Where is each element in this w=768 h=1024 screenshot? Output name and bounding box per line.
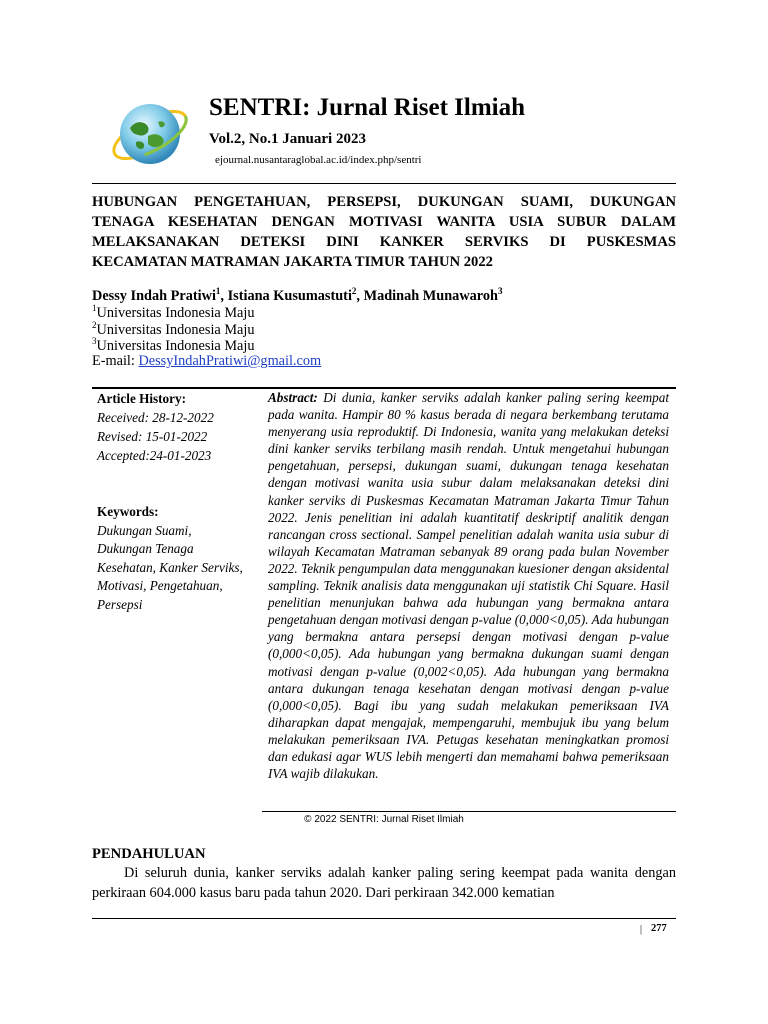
page-number: 277 xyxy=(651,923,667,934)
received-date: Received: 28-12-2022 xyxy=(97,410,214,425)
title-line: TENAGA KESEHATAN DENGAN MOTIVASI WANITA USIA SUBUR DALAM xyxy=(92,214,676,230)
accepted-date: Accepted:24-01-2023 xyxy=(97,448,212,463)
abstract xyxy=(268,389,669,782)
email-line xyxy=(92,353,321,370)
copyright-notice: © 2022 SENTRI: Jurnal Riset Ilmiah xyxy=(304,814,464,825)
affil-mark: 2 xyxy=(92,320,97,330)
author-separator: , xyxy=(220,287,228,304)
author-separator: , xyxy=(356,287,364,304)
affiliation xyxy=(92,336,255,355)
affil-text: Universitas Indonesia Maju xyxy=(96,304,255,321)
article-history xyxy=(97,389,214,465)
keywords-list: Dukungan Suami, Dukungan Tenaga Kesehatan, Kanker Serviks, Motivasi, Pengetahuan, Persepsi xyxy=(97,522,243,612)
author-list xyxy=(92,286,502,305)
affiliation xyxy=(92,303,255,322)
abstract-label: Abstract: xyxy=(268,390,318,405)
info-box-bottom-rule xyxy=(262,811,676,812)
journal-title: SENTRI: Jurnal Riset Ilmiah xyxy=(209,94,526,121)
footer-divider xyxy=(92,918,676,919)
affil-mark: 3 xyxy=(92,336,97,346)
abstract-text: Di dunia, kanker serviks adalah kanker paling sering keempat pada wanita. Hampir 80 % kasus berada di negara berkembang terutama menyerang usia reproduktif. Di Indonesia, wanita yang melakukan deteksi dini kanker serviks terbilang masih rendah. Untuk mengetahui hubungan pengetahuan, persepsi, dukungan suami, dukungan tenaga kesehatan dengan motivasi wanita usia subur dalam melaksanakan deteksi dini kanker serviks di Puskesmas Kecamatan Matraman Jakarta Timur Tahun 2022. Jenis penelitian ini adalah kuantitatif deskriptif analitik dengan rancangan cross sectional. Sampel penelitian adalah wanita usia subur di wilayah Kecamatan Matraman sebanyak 89 orang pada bulan November 2022. Teknik pengumpulan data menggunakan kuesioner dengan aksidental sampling. Teknik analisis data menggunakan uji statistik Chi Square. Hasil penelitian menunjukan bahwa ada hubungan yang bermakna antara pengetahuan dengan motivasi dengan p-value (0,000<0,05). Ada hubungan yang bermakna antara persepsi dengan motivasi dengan p-value (0,000<0,05). Ada hubungan yang bermakna dukungan suami dengan motivasi dengan p-value (0,002<0,05). Ada hubungan yang bermakna antara dukungan tenaga kesehatan dengan motivasi dengan p-value (0,000<0,05). Bagi ibu yang sudah melakukan pemeriksaan IVA diharapkan dapat mengajak, mempengaruhi, membujuk ibu yang belum melakukan pemeriksaan IVA. Petugas kesehatan meningkatkan promosi dan edukasi agar WUS lebih mengerti dan memahami bahwa pemeriksaan IVA wajib dilakukan. xyxy=(268,390,669,782)
author-name: Istiana Kusumastuti xyxy=(227,287,352,304)
email-label: E-mail: xyxy=(92,353,139,369)
journal-issue: Vol.2, No.1 Januari 2023 xyxy=(209,131,366,147)
affil-text: Universitas Indonesia Maju xyxy=(96,337,255,354)
keywords-heading: Keywords: xyxy=(97,504,159,519)
page-separator: | xyxy=(640,924,643,935)
author-affil-mark: 3 xyxy=(497,286,503,296)
affil-text: Universitas Indonesia Maju xyxy=(96,321,255,338)
title-line: MELAKSANAKAN DETEKSI DINI KANKER SERVIKS DI PUSKESMAS xyxy=(92,234,676,250)
author-affil-mark: 2 xyxy=(351,286,357,296)
email-link[interactable]: DessyIndahPratiwi@gmail.com xyxy=(138,353,322,369)
article-title xyxy=(92,192,676,272)
section-heading: PENDAHULUAN xyxy=(92,846,206,862)
revised-date: Revised: 15-01-2022 xyxy=(97,429,208,444)
title-line: HUBUNGAN PENGETAHUAN, PERSEPSI, DUKUNGAN SUAMI, DUKUNGAN xyxy=(92,194,676,210)
globe-logo-icon xyxy=(108,92,192,176)
affil-mark: 1 xyxy=(92,303,97,313)
author-name: Dessy Indah Pratiwi xyxy=(92,287,216,304)
history-heading: Article History: xyxy=(97,391,186,406)
journal-url[interactable]: ejournal.nusantaraglobal.ac.id/index.php/sentri xyxy=(215,154,422,166)
intro-paragraph: Di seluruh dunia, kanker serviks adalah kanker paling sering keempat pada wanita dengan perkiraan 604.000 kasus baru pada tahun 2020. Dari perkiraan 342.000 kematian xyxy=(92,865,676,901)
header-divider xyxy=(92,183,676,184)
keywords-block xyxy=(97,503,247,614)
author-name: Madinah Munawaroh xyxy=(363,287,498,304)
author-affil-mark: 1 xyxy=(215,286,221,296)
title-line: KECAMATAN MATRAMAN JAKARTA TIMUR TAHUN 2022 xyxy=(92,254,493,270)
